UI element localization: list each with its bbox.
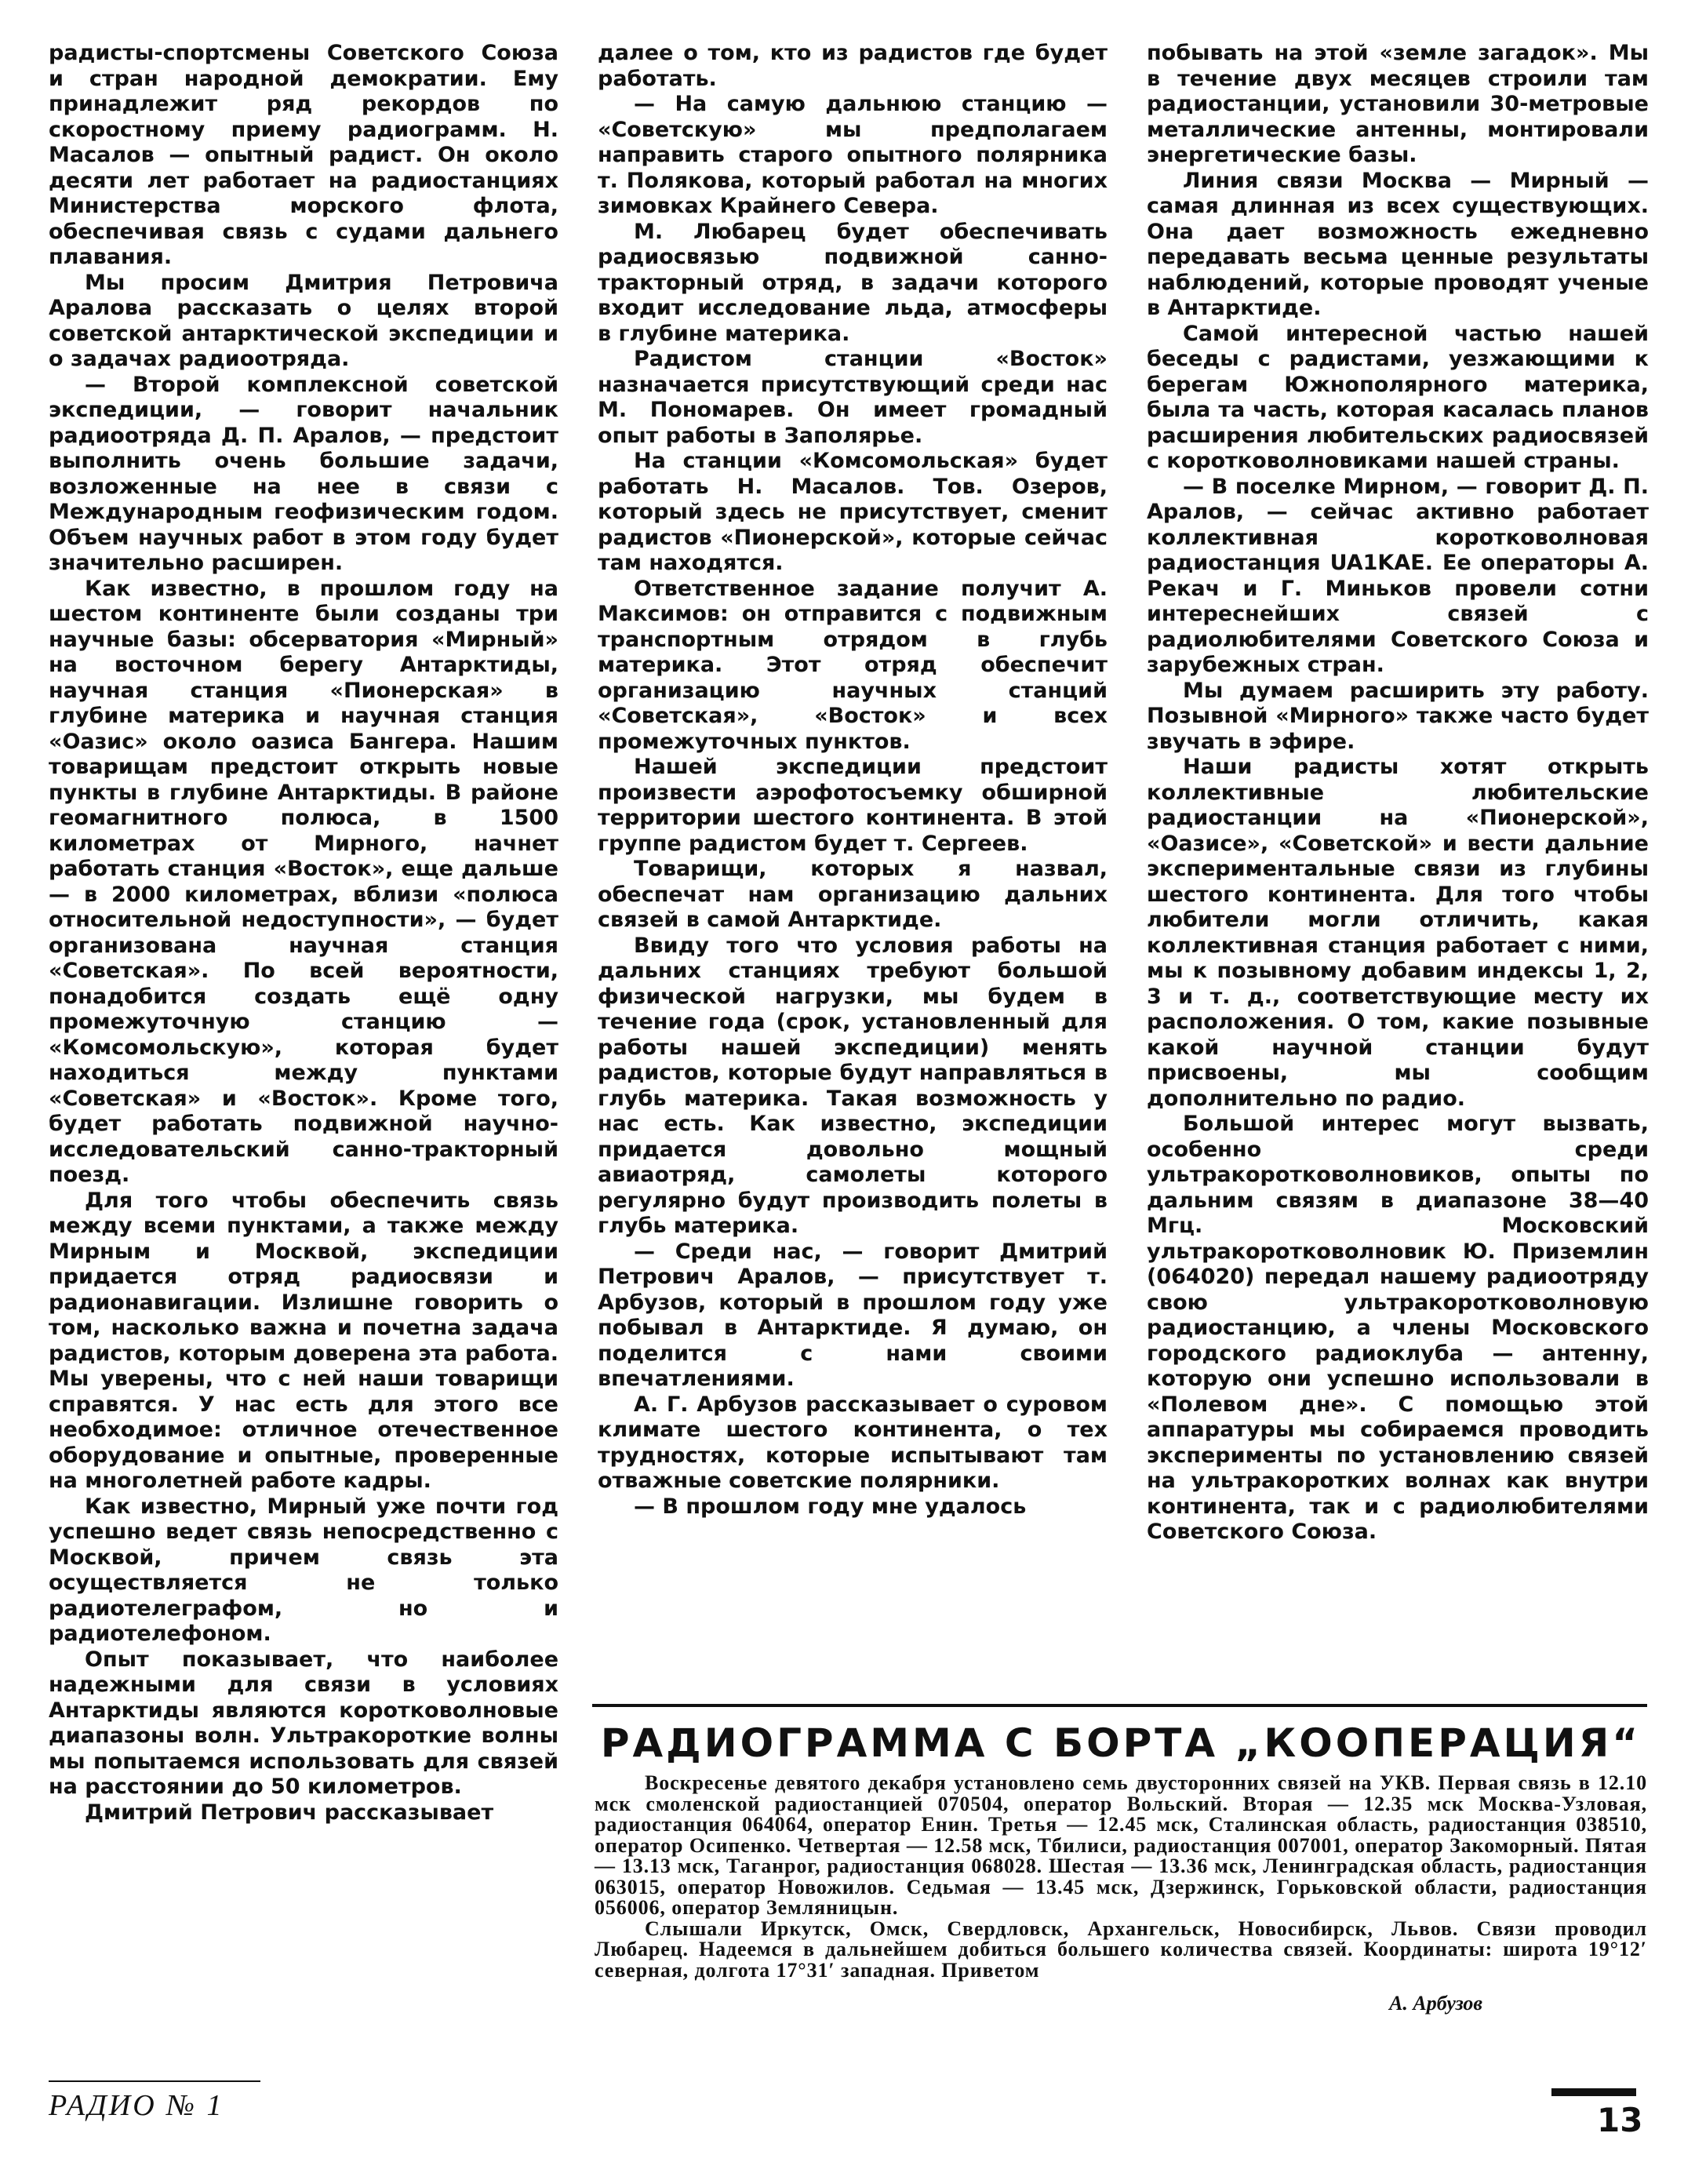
radiogram-title: РАДИОГРАММА С БОРТА „КООПЕРАЦИЯ“	[600, 1720, 1642, 1766]
radiogram-paragraph: Воскресенье девятого декабря установлено семь двусторонних связей на УКВ. Первая связь в 12.10 мск смоленской радиостанцией 070504, оператор Вольский. Вторая — 12.35 мск Москва-Узловая, радиостанция 064064, оператор Енин. Третья — 12.45 мск, Сталинская область, радиостанция 038510, оператор Осипенко. Четвертая — 12.58 мск, Тбилиси, радиостанция 007001, оператор Закоморный. Пятая — 13.13 мск, Таганрог, радиостанция 068028. Шестая — 13.36 мск, Ленинградская область, радиостанция 063015, оператор Новожилов. Седьмая — 13.45 мск, Дзержинск, Горьковской области, радиостанция 056006, оператор Земляницын.	[595, 1771, 1647, 1919]
article-paragraph: Для того чтобы обеспечить связь между всеми пунктами, а также между Мирным и Москвой, экспедиции придается отряд радиосвязи и радионавигации. Излишне говорить о том, насколько важна и почетна задача радистов, которым доверена эта работа. Мы уверены, что с ней наши товарищи справятся. У нас есть для этого все необходимое: отличное отечественное оборудование и опытные, проверенные на многолетней работе кадры.	[49, 1188, 558, 1493]
article-paragraph: — Второй комплексной советской экспедиции, — говорит начальник радиоотряда Д. П. Аралов, — предстоит выполнить очень большие задачи, возложенные на нее в связи с Международным геофизическим годом. Объем научных работ в этом году будет значительно расширен.	[49, 372, 558, 575]
radiogram-signature: А. Арбузов	[1389, 1992, 1482, 2015]
article-paragraph: Наши радисты хотят открыть коллективные любительские радиостанции на «Пионерской», «Оазисе», «Советской» и вести дальние экспериментальные связи из глубины шестого континента. Для того чтобы любители могли отличить, какая коллективная станция работает с ними, мы к позывному добавим индексы 1, 2, 3 и т. д., соответствующие месту их расположения. О том, какие позывные какой научной станции будут присвоены, мы сообщим дополнительно по радио.	[1147, 755, 1649, 1111]
article-paragraph: Опыт показывает, что наиболее надежными для связи в условиях Антарктиды являются коротковолновые диапазоны волн. Ультракороткие волны мы попытаемся использовать для связей на расстоянии до 50 километров.	[49, 1647, 558, 1799]
radiogram-box	[595, 1718, 1647, 2015]
article-column-2	[598, 41, 1108, 1520]
article-paragraph: — В поселке Мирном, — говорит Д. П. Аралов, — сейчас активно работает коллективная коротковолновая радиостанция UA1KAE. Ее операторы А. Рекач и Г. Миньков провели сотни интереснейших связей с радиолюбителями Советского Союза и зарубежных стран.	[1147, 474, 1649, 677]
article-paragraph: Мы просим Дмитрия Петровича Аралова рассказать о целях второй советской антарктической экспедиции и о задачах радиоотряда.	[49, 270, 558, 371]
article-paragraph: Нашей экспедиции предстоит произвести аэрофотосъемку обширной территории шестого континента. В этой группе радистом будет т. Сергеев.	[598, 755, 1108, 856]
radiogram-body	[595, 1773, 1647, 1981]
article-paragraph: далее о том, кто из радистов где будет работать.	[598, 41, 1108, 91]
article-paragraph: Ввиду того что условия работы на дальних станциях требуют большой физической нагрузки, мы будем в течение года (срок, установленный для работы нашей экспедиции) менять радистов, которые будут направляться в глубь материка. Такая возможность у нас есть. Как известно, экспедиции придается довольно мощный авиаотряд, самолеты которого регулярно будут производить полеты в глубь материка.	[598, 933, 1108, 1238]
article-paragraph: На станции «Комсомольская» будет работать Н. Масалов. Тов. Озеров, который здесь не присутствует, сменит радистов «Пионерской», которые сейчас там находятся.	[598, 449, 1108, 575]
footer-rule	[49, 2080, 260, 2082]
article-paragraph: — В прошлом году мне удалось	[634, 1494, 1027, 1519]
article-paragraph: — На самую дальнюю станцию — «Советскую» мы предполагаем направить старого опытного полярника т. Полякова, который работал на многих зимовках Крайнего Севера.	[598, 92, 1108, 218]
page-number: 13	[1597, 2101, 1643, 2139]
article-paragraph: Дмитрий Петрович рассказывает	[85, 1800, 494, 1825]
radiogram-paragraph: Слышали Иркутск, Омск, Свердловск, Архангельск, Новосибирск, Львов. Связи проводил Любарец. Надеемся в дальнейшем добиться большего количества связей. Координаты: широта 19°12′ северная, долгота 17°31′ западная. Приветом	[595, 1916, 1647, 1982]
article-paragraph: А. Г. Арбузов рассказывает о суровом климате шестого континента, о тех трудностях, которые испытывают там отважные советские полярники.	[598, 1392, 1108, 1493]
article-paragraph: Товарищи, которых я назвал, обеспечат нам организацию дальних связей в самой Антарктиде.	[598, 857, 1108, 932]
article-paragraph: Мы думаем расширить эту работу. Позывной «Мирного» также часто будет звучать в эфире.	[1147, 678, 1649, 754]
article-paragraph: побывать на этой «земле загадок». Мы в течение двух месяцев строили там радиостанции, установили 30-метровые металлические антенны, монтировали энергетические базы.	[1147, 41, 1649, 167]
article-column-1	[49, 41, 558, 1825]
article-paragraph: Линия связи Москва — Мирный — самая длинная из всех существующих. Она дает возможность ежедневно передавать весьма ценные результаты наблюдений, которые проводят ученые в Антарктиде.	[1147, 168, 1649, 320]
article-paragraph: Радистом станции «Восток» назначается присутствующий среди нас М. Пономарев. Он имеет громадный опыт работы в Заполярье.	[598, 347, 1108, 448]
article-paragraph: Большой интерес могут вызвать, особенно среди ультракоротковолновиков, опыты по дальним связям в диапазоне 38—40 Мгц. Московский ультракоротковолновик Ю. Приземлин (064020) передал нашему радиоотряду свою ультракоротковолновую радиостанцию, а члены Московского городского радиоклуба — антенну, которую они успешно использовали в «Полевом дне». С помощью этой аппаратуры мы собираемся проводить эксперименты по установлению связей на ультракоротких волнах как внутри континента, так и с радиолюбителями Советского Союза.	[1147, 1112, 1649, 1544]
article-paragraph: Как известно, Мирный уже почти год успешно ведет связь непосредственно с Москвой, причем связь эта осуществляется не только радиотелеграфом, но и радиотелефоном.	[49, 1494, 558, 1646]
article-paragraph: — Среди нас, — говорит Дмитрий Петрович Аралов, — присутствует т. Арбузов, который в прошлом году уже побывал в Антарктиде. Я думаю, он поделится с нами своими впечатлениями.	[598, 1239, 1108, 1391]
page-number-bar	[1551, 2088, 1636, 2096]
article-paragraph: М. Любарец будет обеспечивать радиосвязью подвижной санно-тракторный отряд, в задачи которого входит исследование льда, атмосферы в глубине материка.	[598, 219, 1108, 346]
article-paragraph: радисты-спортсмены Советского Союза и стран народной демократии. Ему принадлежит ряд рекордов по скоростному приему радиограмм. Н. Масалов — опытный радист. Он около десяти лет работает на радиостанциях Министерства морского флота, обеспечивая связь с судами дальнего плавания.	[49, 41, 558, 269]
magazine-issue-label: РАДИО № 1	[49, 2089, 224, 2122]
radiogram-top-rule	[592, 1704, 1647, 1707]
article-paragraph: Ответственное задание получит А. Максимов: он отправится с подвижным транспортным отрядом в глубь материка. Этот отряд обеспечит организацию научных станций «Советская», «Восток» и всех промежуточных пунктов.	[598, 576, 1108, 754]
article-paragraph: Как известно, в прошлом году на шестом континенте были созданы три научные базы: обсерватория «Мирный» на восточном берегу Антарктиды, научная станция «Пионерская» в глубине материка и научная станция «Оазис» около оазиса Бангера. Нашим товарищам предстоит открыть новые пункты в глубине Антарктиды. В районе геомагнитного полюса, в 1500 километрах от Мирного, начнет работать станция «Восток», еще дальше — в 2000 километрах, вблизи «полюса относительной недоступности», — будет организована научная станция «Советская». По всей вероятности, понадобится создать ещё одну промежуточную станцию — «Комсомольскую», которая будет находиться между пунктами «Советская» и «Восток». Кроме того, будет работать подвижной научно-исследовательский санно-тракторный поезд.	[49, 576, 558, 1187]
article-column-3	[1147, 41, 1649, 1545]
article-paragraph: Самой интересной частью нашей беседы с радистами, уезжающими к берегам Южнополярного материка, была та часть, которая касалась планов расширения любительских радиосвязей с коротковолновиками нашей страны.	[1147, 321, 1649, 473]
